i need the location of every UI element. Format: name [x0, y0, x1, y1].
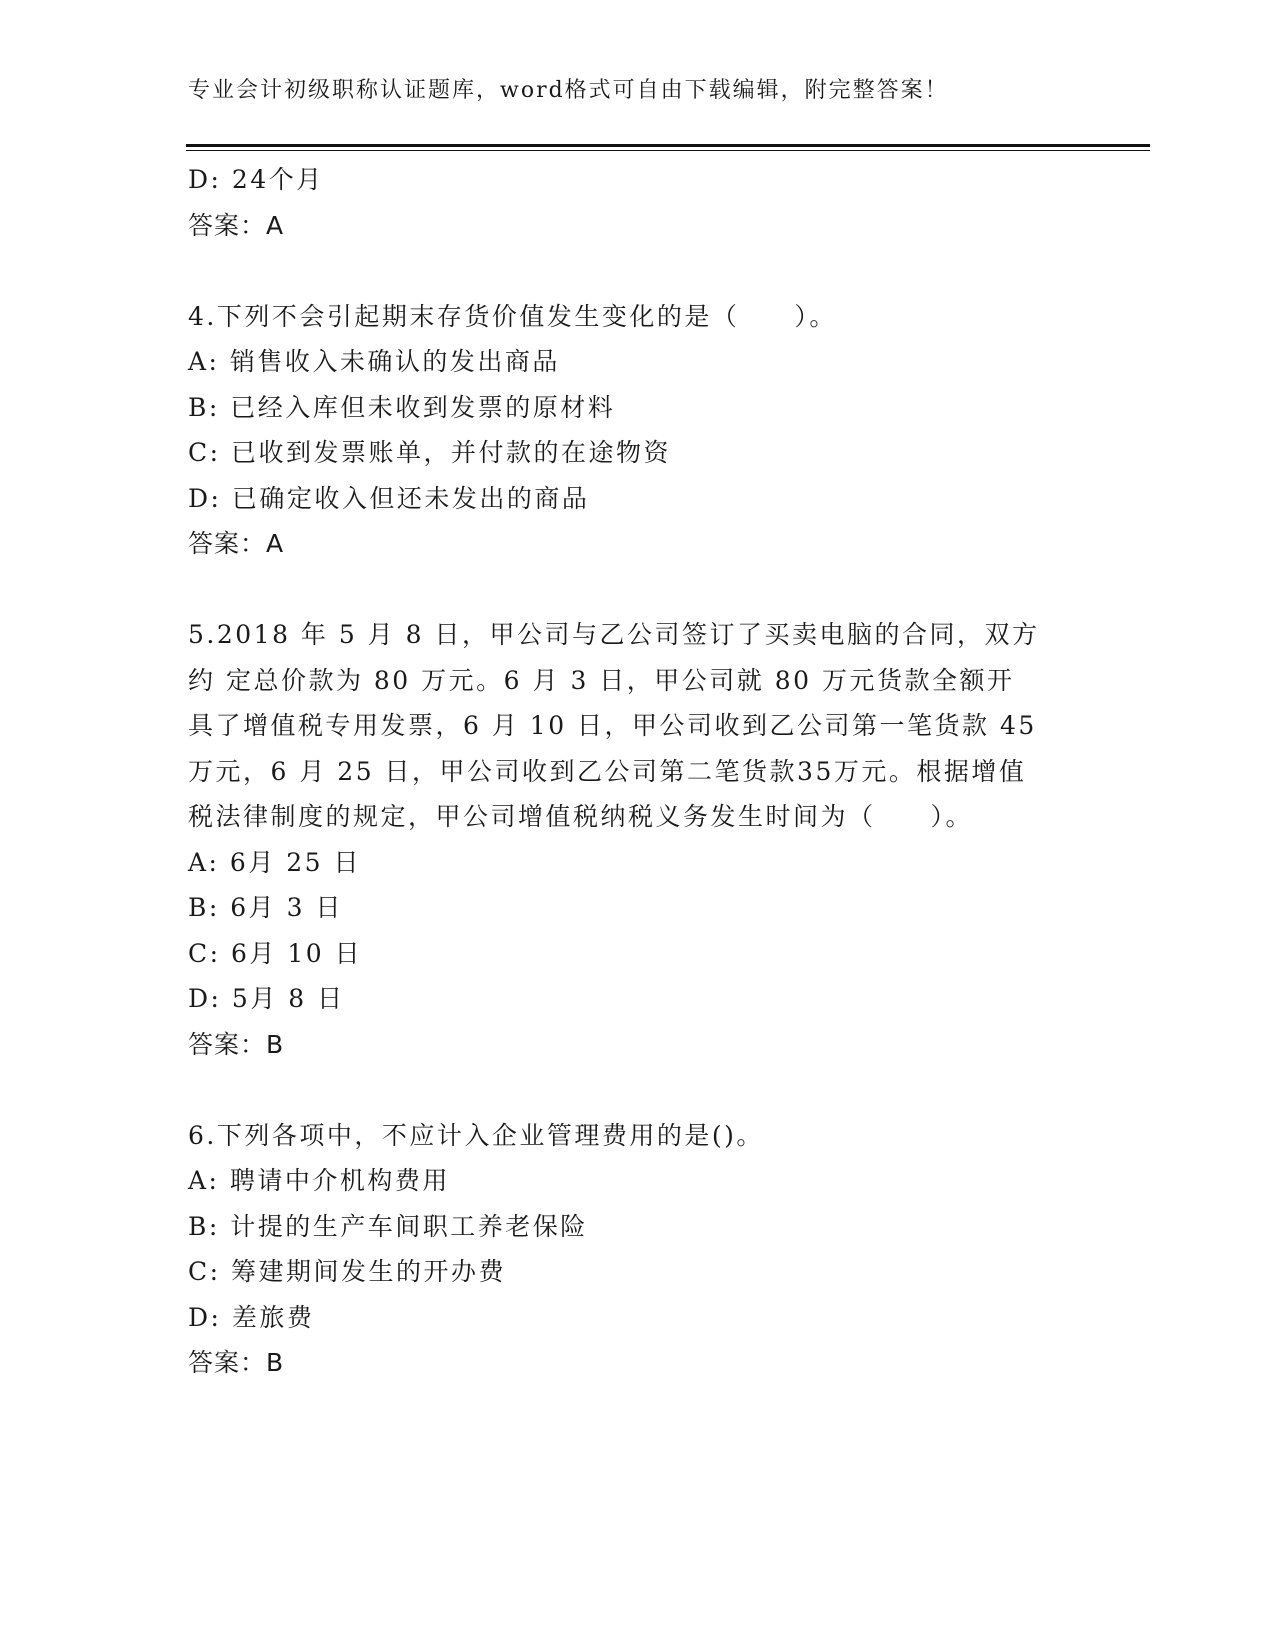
question-stem-line: 具了增值税专用发票，6 月 10 日，甲公司收到乙公司第一笔货款 45	[188, 711, 1037, 740]
answer: 答案：B	[188, 1348, 285, 1377]
option-a: A: 销售收入未确认的发出商品	[188, 347, 560, 376]
question-4	[188, 294, 1088, 567]
carryover-answer: 答案：A	[188, 210, 285, 240]
spacer	[188, 567, 1088, 613]
option-a: A: 聘请中介机构费用	[188, 1166, 450, 1195]
header-rule-thick	[186, 144, 1150, 147]
spacer	[188, 248, 1088, 294]
option-b: B: 6月 3 日	[188, 893, 343, 922]
question-6	[188, 1113, 1088, 1386]
answer: 答案：B	[188, 1029, 285, 1059]
question-stem: 6.下列各项中，不应计入企业管理费用的是()。	[188, 1120, 764, 1150]
question-content	[188, 157, 1088, 1386]
question-stem-line: 5.2018 年 5 月 8 日，甲公司与乙公司签订了买卖电脑的合同，双方	[188, 620, 1040, 649]
question-stem-line: 税法律制度的规定，甲公司增值税纳税义务发生时间为（ ）。	[188, 802, 974, 831]
spacer	[188, 1067, 1088, 1113]
question-stem-line: 约 定总价款为 80 万元。6 月 3 日，甲公司就 80 万元货款全额开	[188, 665, 1015, 695]
option-c: C: 已收到发票账单，并付款的在途物资	[188, 438, 671, 467]
header-rule-thin	[186, 150, 1150, 151]
question-5	[188, 612, 1088, 1067]
option-d: D: 5月 8 日	[188, 984, 345, 1013]
option-d: D: 已确定收入但还未发出的商品	[188, 483, 590, 513]
option-c: C: 筹建期间发生的开办费	[188, 1257, 506, 1286]
question-stem: 4.下列不会引起期末存货价值发生变化的是（ ）。	[188, 301, 837, 331]
option-d: D: 差旅费	[188, 1302, 315, 1332]
option-c: C: 6月 10 日	[188, 938, 363, 968]
option-a: A: 6月 25 日	[188, 847, 362, 877]
option-b: B: 计提的生产车间职工养老保险	[188, 1211, 588, 1241]
question-stem-line: 万元，6 月 25 日，甲公司收到乙公司第二笔货款35万元。根据增值	[188, 756, 1027, 786]
page-header: 专业会计初级职称认证题库，word格式可自由下载编辑，附完整答案！	[188, 78, 949, 103]
carryover-option-d: D: 24个月	[188, 165, 324, 194]
option-b: B: 已经入库但未收到发票的原材料	[188, 392, 616, 422]
answer: 答案：A	[188, 529, 285, 558]
